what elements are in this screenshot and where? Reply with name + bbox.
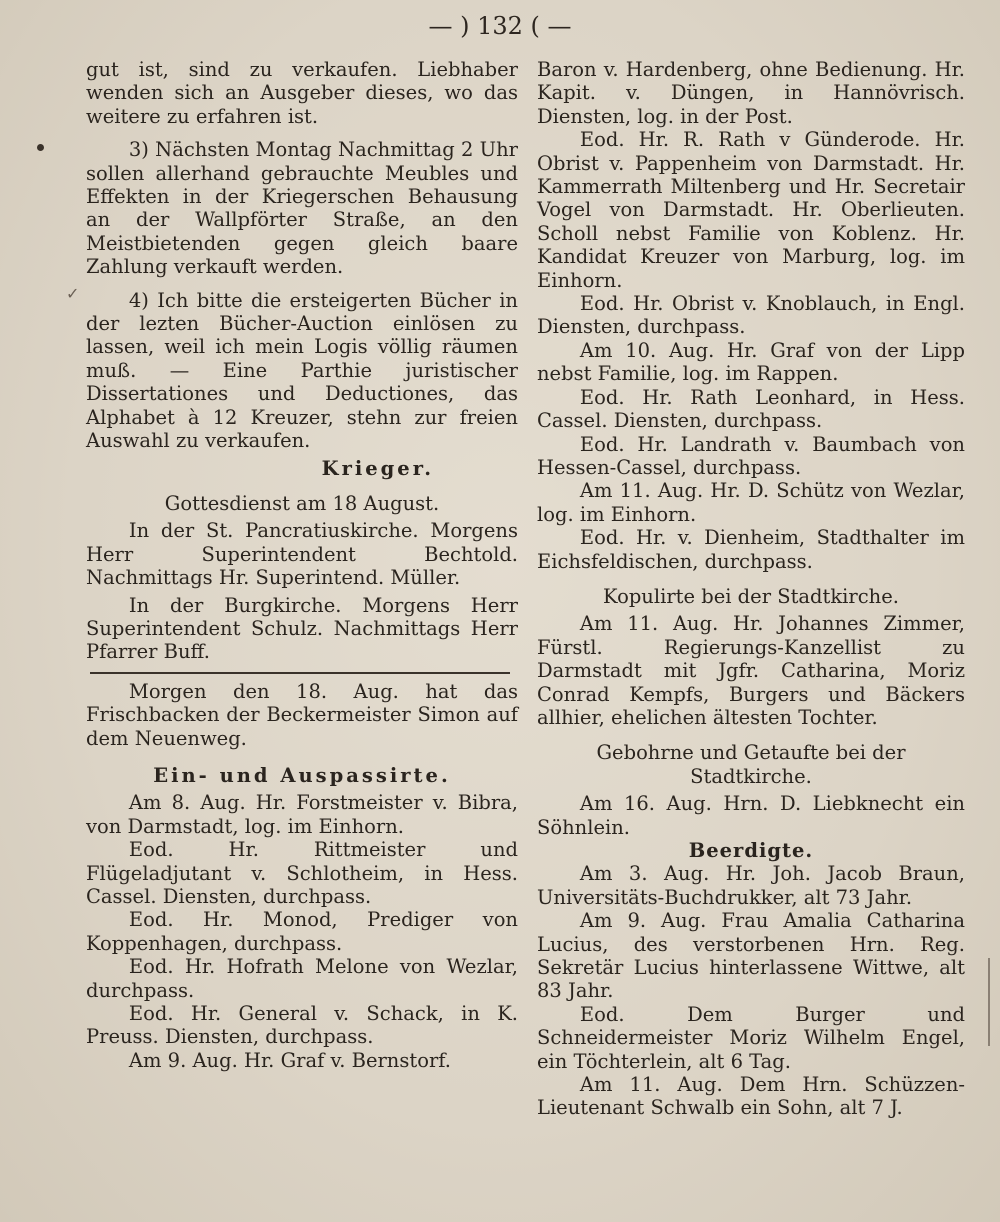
arrival-entry: Eod. Hr. Hofrath Melone von Wezlar, durchpass.	[86, 955, 518, 1002]
section-divider	[90, 672, 510, 674]
section-heading-beerdigte: Beerdigte.	[688, 839, 814, 862]
bakery-notice: Morgen den 18. Aug. hat das Frischbacken der Beckermeister Simon auf dem Neuenweg.	[86, 679, 518, 750]
page-number-header: — ) 132 ( —	[428, 12, 572, 40]
arrival-entry: Eod. Hr. Landrath v. Baumbach von Hessen-Cassel, durchpass.	[537, 432, 965, 479]
arrival-entry: Eod. Hr. R. Rath v Günderode. Hr. Obrist v. Pappenheim von Darmstadt. Hr. Kammerrath Miltenberg und Hr. Secretair Vogel von Darmstadt. Hr. Oberlieuten. Scholl nebst Familie von Koblenz. Hr. Kandidat Kreuzer von Marburg, log. im Einhorn.	[537, 128, 965, 292]
arrival-entry: Eod. Hr. General v. Schack, in K. Preuss. Diensten, durchpass.	[86, 1002, 518, 1049]
notice-signature: Krieger.	[321, 456, 434, 480]
burial-entry: Eod. Dem Burger und Schneidermeister Moriz Wilhelm Engel, ein Töchterlein, alt 6 Tag.	[537, 1002, 965, 1073]
section-heading-kopulirte: Kopulirte bei der Stadtkirche.	[603, 584, 899, 608]
notice-4: 4) Ich bitte die ersteigerten Bücher in der lezten Bücher-Auction einlösen zu lassen, weil ich mein Logis völlig räumen muß. — Eine Parthie juristischer Dissertationes und Deductiones, das Alphabet à 12 Kreuzer, stehn zur freien Auswahl zu verkaufen.	[86, 288, 518, 453]
birth-entry: Am 16. Aug. Hrn. D. Liebknecht ein Söhnlein.	[537, 792, 965, 839]
burial-entry: Am 11. Aug. Dem Hrn. Schüzzen-Lieutenant Schwalb ein Sohn, alt 7 J.	[537, 1073, 965, 1120]
arrival-entry: Eod. Hr. Monod, Prediger von Koppenhagen, durchpass.	[86, 908, 518, 955]
service-burgkirche: In der Burgkirche. Morgens Herr Superintendent Schulz. Nachmittags Herr Pfarrer Buff.	[86, 593, 518, 664]
notice-3: 3) Nächsten Montag Nachmittag 2 Uhr sollen allerhand gebrauchte Meubles und Effekten in der Kriegerschen Behausung an der Wallpförter Straße, an den Meistbietenden gegen gleich baare Zahlung verkauft werden.	[86, 138, 518, 279]
notice-text: gut ist, sind zu verkaufen. Liebhaber wenden sich an Ausgeber dieses, wo das weitere zu erfahren ist.	[86, 58, 518, 128]
margin-mark: ✓	[66, 284, 80, 303]
service-pancratius: In der St. Pancratiuskirche. Morgens Herr Superintendent Bechtold. Nachmittags Hr. Superintend. Müller.	[86, 519, 518, 590]
left-column	[86, 58, 518, 1072]
burial-entry: Am 3. Aug. Hr. Joh. Jacob Braun, Universitäts-Buchdrukker, alt 73 Jahr.	[537, 862, 965, 909]
arrival-entry: Eod. Hr. Rath Leonhard, in Hess. Cassel. Diensten, durchpass.	[537, 385, 965, 433]
section-heading-gottesdienst: Gottesdienst am 18 August.	[164, 491, 440, 515]
ink-dot	[37, 144, 44, 151]
page-edge-mark	[988, 958, 990, 1046]
section-heading-passirte: Ein- und Auspassirte.	[153, 763, 451, 787]
arrival-entry: Am 9. Aug. Hr. Graf v. Bernstorf.	[128, 1048, 451, 1072]
section-heading-getaufte: Gebohrne und Getaufte bei der Stadtkirche.	[596, 741, 906, 788]
arrival-entry: Am 11. Aug. Hr. D. Schütz von Wezlar, log. im Einhorn.	[537, 479, 965, 526]
burial-entry: Am 9. Aug. Frau Amalia Catharina Lucius, des verstorbenen Hrn. Reg. Sekretär Lucius hinterlassene Wittwe, alt 83 Jahr.	[537, 909, 965, 1003]
arrival-entry: Baron v. Hardenberg, ohne Bedienung. Hr. Kapit. v. Düngen, in Hannövrisch. Diensten, log. in der Post.	[537, 58, 965, 128]
arrival-entry: Eod. Hr. v. Dienheim, Stadthalter im Eichsfeldischen, durchpass.	[537, 526, 965, 573]
arrival-entry: Am 8. Aug. Hr. Forstmeister v. Bibra, von Darmstadt, log. im Einhorn.	[86, 791, 518, 838]
arrival-entry: Eod. Hr. Rittmeister und Flügeladjutant v. Schlotheim, in Hess. Cassel. Diensten, durchpass.	[86, 838, 518, 908]
arrival-entry: Eod. Hr. Obrist v. Knoblauch, in Engl. Diensten, durchpass.	[537, 292, 965, 339]
marriage-entry: Am 11. Aug. Hr. Johannes Zimmer, Fürstl. Regierungs-Kanzellist zu Darmstadt mit Jgfr. Catharina, Moriz Conrad Kempfs, Burgers und Bäckers allhier, ehelichen ältesten Tochter.	[537, 612, 965, 729]
arrival-entry: Am 10. Aug. Hr. Graf von der Lipp nebst Familie, log. im Rappen.	[537, 338, 965, 386]
right-column	[537, 58, 965, 1120]
